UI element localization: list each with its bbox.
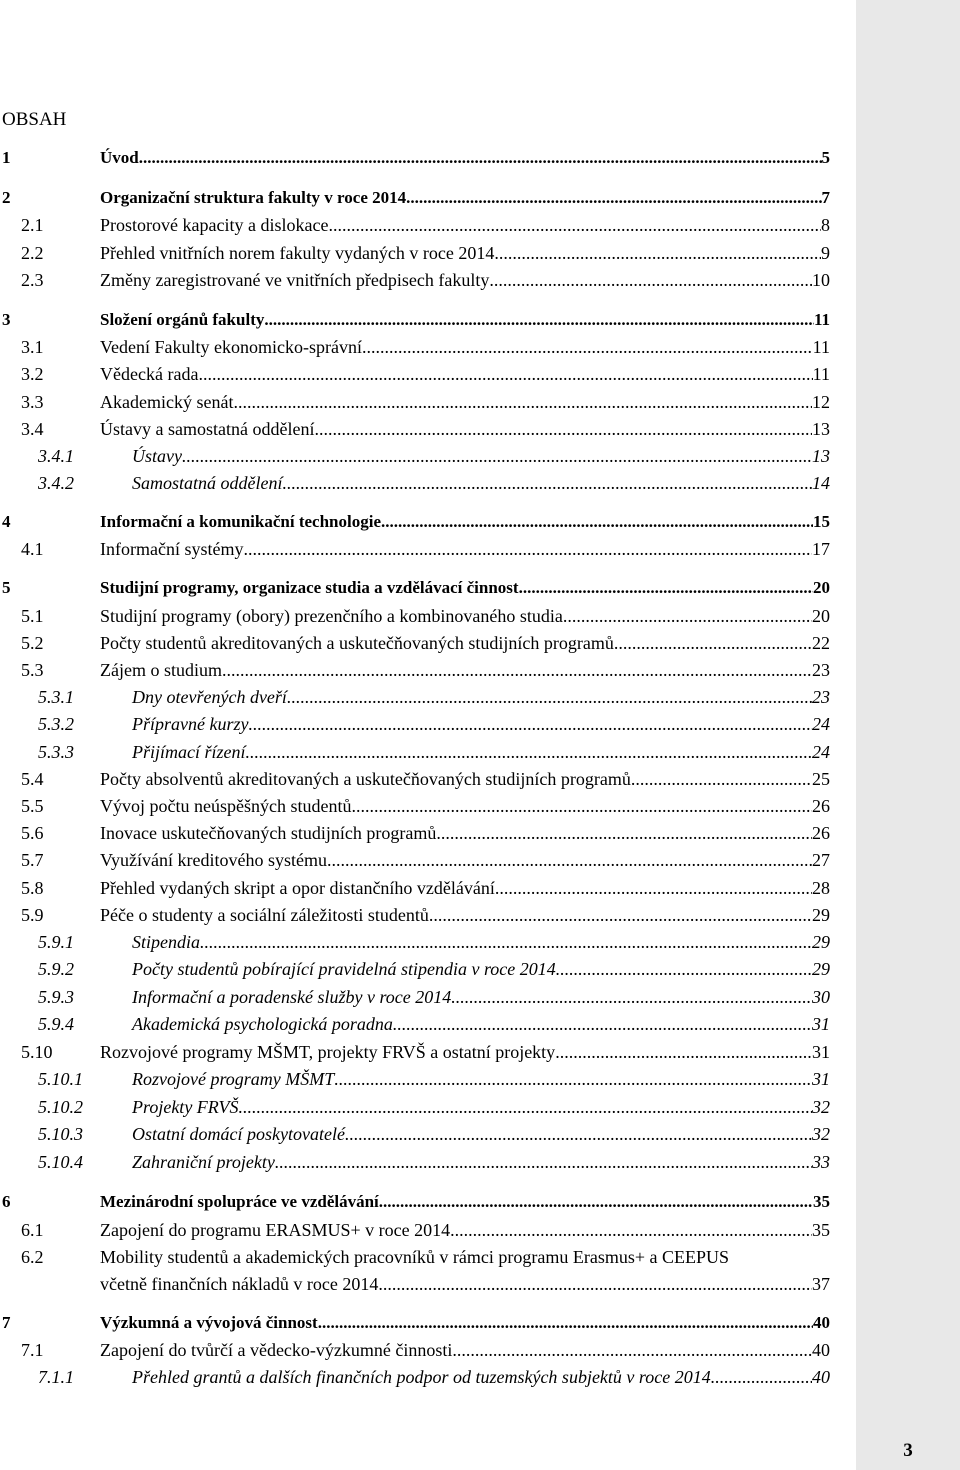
- toc-entry-title: Akademický senát: [100, 392, 234, 412]
- toc-entry-title: Ostatní domácí poskytovatelé: [132, 1124, 345, 1144]
- toc-entry-number: 5.3: [21, 660, 44, 680]
- toc-entry-title: Mobility studentů a akademických pracovníků v rámci programu Erasmus+ a CEEPUS: [100, 1247, 730, 1267]
- toc-entry[interactable]: [0, 335, 830, 359]
- toc-entry-continuation[interactable]: [0, 1272, 830, 1296]
- toc-entry[interactable]: [0, 510, 830, 534]
- toc-entry[interactable]: [0, 685, 830, 709]
- dot-leader: [452, 1338, 812, 1362]
- toc-entry-title: Dny otevřených dveří: [132, 687, 287, 707]
- dot-leader: [246, 740, 813, 764]
- toc-entry-number: 3.2: [21, 364, 44, 384]
- toc-entry-page: 29: [812, 959, 830, 979]
- toc-entry-title: Přijímací řízení: [132, 742, 246, 762]
- dot-leader: [555, 1040, 812, 1064]
- toc-entry-title: Organizační struktura fakulty v roce 2014: [100, 188, 407, 207]
- toc-entry-number: 4: [2, 512, 11, 531]
- toc-entry-title: Ústavy a samostatná oddělení: [100, 419, 315, 439]
- toc-entry[interactable]: [0, 1095, 830, 1119]
- toc-entry-title: Zahraniční projekty: [132, 1152, 275, 1172]
- dot-leader: [198, 362, 812, 386]
- dot-leader: [233, 390, 812, 414]
- toc-entry-page: 10: [812, 270, 830, 290]
- toc-entry-title: Přípravné kurzy: [132, 714, 249, 734]
- toc-entry-title: Ústavy: [132, 446, 182, 466]
- toc-title: OBSAH: [2, 109, 67, 130]
- toc-entry[interactable]: [0, 631, 830, 655]
- toc-entry-number: 5.9.1: [38, 932, 74, 952]
- toc-entry[interactable]: [0, 930, 830, 954]
- dot-leader: [351, 794, 812, 818]
- dot-leader: [287, 685, 812, 709]
- toc-entry-page: 30: [812, 987, 830, 1007]
- toc-entry-title: Rozvojové programy MŠMT: [132, 1069, 335, 1089]
- toc-entry-page: 11: [812, 337, 830, 357]
- toc-entry-page: 11: [813, 310, 830, 329]
- toc-entry-page: 11: [812, 364, 830, 384]
- toc-entry-number: 5.10.4: [38, 1152, 83, 1172]
- toc-entry-page: 5: [821, 148, 830, 167]
- dot-leader: [345, 1122, 812, 1146]
- toc-entry-title: Úvod: [100, 148, 139, 167]
- toc-entry-number: 5.9.2: [38, 959, 74, 979]
- toc-entry-page: 32: [812, 1124, 830, 1144]
- toc-entry-page: 26: [812, 796, 830, 816]
- dot-leader: [328, 213, 821, 237]
- dot-leader: [248, 712, 812, 736]
- toc-entry-number: 5.2: [21, 633, 44, 653]
- toc-entry[interactable]: [0, 576, 830, 600]
- toc-entry-page: 13: [812, 419, 830, 439]
- dot-leader: [238, 1095, 812, 1119]
- toc-entry-number: 7: [2, 1313, 11, 1332]
- dot-leader: [451, 985, 812, 1009]
- dot-leader: [222, 658, 812, 682]
- toc-entry-number: 7.1: [21, 1340, 44, 1360]
- dot-leader: [334, 1067, 812, 1091]
- toc-entry[interactable]: [0, 957, 830, 981]
- toc-entry-title: Studijní programy, organizace studia a vzdělávací činnost: [100, 578, 519, 597]
- toc-entry-number: 5.9.4: [38, 1014, 74, 1034]
- toc-entry[interactable]: [0, 537, 830, 561]
- toc-entry-title: Počty studentů akreditovaných a uskutečňovaných studijních programů: [100, 633, 614, 653]
- toc-entry-number: 3.4.1: [38, 446, 74, 466]
- toc-entry-number: 3: [2, 310, 11, 329]
- toc-entry[interactable]: [0, 308, 830, 332]
- toc-entry-number: 5.4: [21, 769, 44, 789]
- dot-leader: [631, 767, 812, 791]
- toc-entry[interactable]: [0, 794, 830, 818]
- toc-entry-page: 8: [821, 215, 830, 235]
- toc-entry[interactable]: [0, 876, 830, 900]
- dot-leader: [450, 1218, 812, 1242]
- toc-entry[interactable]: [0, 1218, 830, 1242]
- toc-entry-page: 31: [812, 1014, 830, 1034]
- toc-entry-page: 15: [813, 512, 830, 531]
- toc-entry-page: 40: [813, 1313, 830, 1332]
- dot-leader: [495, 876, 812, 900]
- toc-entry-number: 2.3: [21, 270, 44, 290]
- toc-entry-title: Samostatná oddělení: [132, 473, 283, 493]
- toc-entry-title: Počty absolventů akreditovaných a uskutečňovaných studijních programů: [100, 769, 631, 789]
- dot-leader: [379, 1190, 813, 1214]
- dot-leader: [264, 308, 814, 332]
- toc-entry[interactable]: [0, 268, 830, 292]
- toc-entry-number: 3.4: [21, 419, 44, 439]
- toc-entry[interactable]: [0, 1122, 830, 1146]
- toc-entry[interactable]: [0, 1012, 830, 1036]
- toc-entry-title: Rozvojové programy MŠMT, projekty FRVŠ a ostatní projekty: [100, 1042, 556, 1062]
- toc-entry[interactable]: [0, 362, 830, 386]
- toc-entry[interactable]: [0, 740, 830, 764]
- toc-entry[interactable]: [0, 985, 830, 1009]
- toc-entry-number: 5.3.3: [38, 742, 74, 762]
- toc-entry-page: 29: [812, 905, 830, 925]
- toc-entry-page: 17: [812, 539, 830, 559]
- toc-entry-title: Výzkumná a vývojová činnost: [100, 1313, 318, 1332]
- toc-entry-title: Vědecká rada: [100, 364, 199, 384]
- dot-leader: [489, 268, 812, 292]
- toc-entry[interactable]: [0, 471, 830, 495]
- toc-entry[interactable]: [0, 821, 830, 845]
- toc-entry[interactable]: [0, 241, 830, 265]
- toc-entry-number: 5.3.1: [38, 687, 74, 707]
- toc-entry-title: Vedení Fakulty ekonomicko-správní: [100, 337, 362, 357]
- toc-entry-page: 40: [812, 1340, 830, 1360]
- toc-entry-title: Složení orgánů fakulty: [100, 310, 265, 329]
- toc-entry-title: Přehled vnitřních norem fakulty vydaných v roce 2014: [100, 243, 495, 263]
- toc-entry-page: 22: [812, 633, 830, 653]
- toc-entry-page: 32: [812, 1097, 830, 1117]
- dot-leader: [243, 537, 812, 561]
- toc-entry-number: 4.1: [21, 539, 44, 559]
- toc-entry-title: Zapojení do programu ERASMUS+ v roce 2014: [100, 1220, 451, 1240]
- toc-entry-page: 28: [812, 878, 830, 898]
- toc-entry-page: 23: [812, 687, 830, 707]
- toc-entry-number: 1: [2, 148, 11, 167]
- toc-entry-number: 5.5: [21, 796, 44, 816]
- toc-entry-title: Projekty FRVŠ: [132, 1097, 239, 1117]
- toc-entry-title: Přehled vydaných skript a opor distančního vzdělávání: [100, 878, 495, 898]
- dot-leader: [283, 471, 813, 495]
- toc-entry-page: 24: [812, 742, 830, 762]
- toc-entry-page: 29: [812, 932, 830, 952]
- toc-entry-page: 35: [813, 1192, 830, 1211]
- toc-entry-page: 26: [812, 823, 830, 843]
- toc-entry-title: Zájem o studium: [100, 660, 222, 680]
- toc-entry-title: Mezinárodní spolupráce ve vzdělávání: [100, 1192, 379, 1211]
- toc-entry-page: 25: [812, 769, 830, 789]
- toc-entry[interactable]: [0, 1040, 830, 1064]
- toc-entry-page: 14: [812, 473, 830, 493]
- dot-leader: [139, 146, 822, 170]
- dot-leader: [563, 604, 812, 628]
- toc-entry-title-continued: včetně finančních nákladů v roce 2014: [100, 1274, 379, 1294]
- toc-entry-page: 40: [812, 1367, 830, 1387]
- toc-entry-number: 7.1.1: [38, 1367, 74, 1387]
- toc-entry-page: 31: [812, 1042, 830, 1062]
- toc-entry[interactable]: [0, 658, 830, 682]
- dot-leader: [556, 957, 812, 981]
- toc-entry[interactable]: [0, 1067, 830, 1091]
- toc-entry[interactable]: [0, 1365, 830, 1389]
- toc-entry-number: 5.10.2: [38, 1097, 83, 1117]
- dot-leader: [318, 1311, 813, 1335]
- toc-entry-number: 5.10.3: [38, 1124, 83, 1144]
- toc-entry-number: 6.1: [21, 1220, 44, 1240]
- toc-entry[interactable]: [0, 213, 830, 237]
- toc-entry[interactable]: [0, 1150, 830, 1174]
- dot-leader: [494, 241, 821, 265]
- toc-entry-number: 5.7: [21, 850, 44, 870]
- toc-entry-page: 20: [813, 578, 830, 597]
- toc-entry-title: Studijní programy (obory) prezenčního a kombinovaného studia: [100, 606, 563, 626]
- dot-leader: [406, 186, 821, 210]
- toc-entry-title: Informační systémy: [100, 539, 244, 559]
- toc-entry-page: 37: [812, 1274, 830, 1294]
- toc-entry-number: 5.9: [21, 905, 44, 925]
- toc-entry-number: 5.6: [21, 823, 44, 843]
- dot-leader: [378, 1272, 812, 1296]
- toc-entry-page: 7: [821, 188, 830, 207]
- dot-leader: [381, 510, 813, 534]
- toc-entry-page: 24: [812, 714, 830, 734]
- toc-entry-number: 3.3: [21, 392, 44, 412]
- toc-entry[interactable]: [0, 390, 830, 414]
- toc-entry-page: 12: [812, 392, 830, 412]
- dot-leader: [314, 417, 812, 441]
- toc-entry-number: 2: [2, 188, 11, 207]
- toc-entry-page: 13: [812, 446, 830, 466]
- toc-entry-title: Akademická psychologická poradna: [132, 1014, 393, 1034]
- toc-entry-number: 5.10: [21, 1042, 53, 1062]
- toc-entry-page: 31: [812, 1069, 830, 1089]
- toc-entry-number: 2.2: [21, 243, 44, 263]
- toc-entry-number: 2.1: [21, 215, 44, 235]
- toc-entry-page: 33: [812, 1152, 830, 1172]
- page-margin-bar: [856, 0, 960, 1470]
- dot-leader: [362, 335, 813, 359]
- toc-entry-title: Inovace uskutečňovaných studijních programů: [100, 823, 437, 843]
- dot-leader: [711, 1365, 812, 1389]
- toc-entry[interactable]: [0, 767, 830, 791]
- toc-entry-title: Informační a poradenské služby v roce 2014: [132, 987, 452, 1007]
- toc-entry-title: Prostorové kapacity a dislokace: [100, 215, 329, 235]
- dot-leader: [436, 821, 812, 845]
- dot-leader: [200, 930, 812, 954]
- dot-leader: [393, 1012, 812, 1036]
- toc-entry-page: 23: [812, 660, 830, 680]
- toc-entry[interactable]: [0, 903, 830, 927]
- toc-entry-title: Péče o studenty a sociální záležitosti studentů: [100, 905, 429, 925]
- toc-entry-number: 5.8: [21, 878, 44, 898]
- toc-entry-number: 5: [2, 578, 11, 597]
- toc-entry-number: 3.4.2: [38, 473, 74, 493]
- toc-entry-title: Zapojení do tvůrčí a vědecko-výzkumné činnosti: [100, 1340, 453, 1360]
- toc-entry[interactable]: [0, 444, 830, 468]
- toc-entry-page: 9: [821, 243, 830, 263]
- toc-entry-number: 3.1: [21, 337, 44, 357]
- toc-entry-number: 5.1: [21, 606, 44, 626]
- toc-entry-title: Informační a komunikační technologie: [100, 512, 381, 531]
- toc-entry-title: Změny zaregistrované ve vnitřních předpisech fakulty: [100, 270, 490, 290]
- toc-entry[interactable]: [0, 1338, 830, 1362]
- toc-entry-number: 6: [2, 1192, 11, 1211]
- toc-entry[interactable]: [0, 712, 830, 736]
- toc-entry-title: Stipendia: [132, 932, 200, 952]
- toc-entry-page: 35: [812, 1220, 830, 1240]
- toc-entry[interactable]: [0, 417, 830, 441]
- toc-entry-number: 5.9.3: [38, 987, 74, 1007]
- toc-entry-page: 27: [812, 850, 830, 870]
- toc-entry[interactable]: [0, 146, 830, 170]
- dot-leader: [275, 1150, 812, 1174]
- dot-leader: [327, 848, 812, 872]
- dot-leader: [429, 903, 812, 927]
- toc-entry-number: 5.10.1: [38, 1069, 83, 1089]
- toc-entry-title: Přehled grantů a dalších finančních podpor od tuzemských subjektů v roce 2014: [132, 1367, 711, 1387]
- toc-entry[interactable]: [0, 1245, 830, 1269]
- toc-entry-number: 5.3.2: [38, 714, 74, 734]
- toc-entry[interactable]: [0, 1311, 830, 1335]
- toc-entry[interactable]: [0, 848, 830, 872]
- toc-entry-title: Počty studentů pobírající pravidelná stipendia v roce 2014: [132, 959, 556, 979]
- page-number: 3: [903, 1440, 913, 1461]
- dot-leader: [614, 631, 812, 655]
- toc-entry[interactable]: [0, 186, 830, 210]
- dot-leader: [182, 444, 812, 468]
- dot-leader: [519, 576, 813, 600]
- toc-entry[interactable]: [0, 604, 830, 628]
- toc-entry-page: 20: [812, 606, 830, 626]
- toc-entry[interactable]: [0, 1190, 830, 1214]
- toc-entry-title: Využívání kreditového systému: [100, 850, 327, 870]
- toc-entry-title: Vývoj počtu neúspěšných studentů: [100, 796, 352, 816]
- toc-entry-number: 6.2: [21, 1247, 44, 1267]
